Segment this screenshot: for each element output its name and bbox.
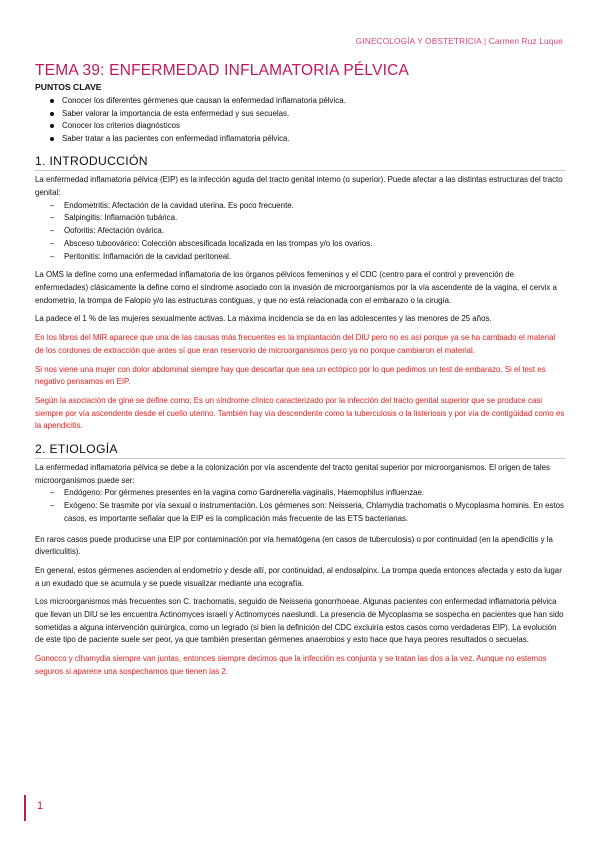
page-title: TEMA 39: ENFERMEDAD INFLAMATORIA PÉLVICA	[35, 62, 410, 79]
red-note: Según la asociación de gine se define como: Es un síndrome clínico caracterizado por la infección del tracto genital superior que se produce casi siempre por vía ascendente desde el cuello uterino. También hay vía descendente como la tuberculosis o la listeriosis y por vía de contigüidad como es la apendicitis.	[35, 395, 565, 431]
page-content	[35, 62, 565, 685]
key-points-list	[35, 95, 565, 145]
list-item: – Peritonitis: Inflamación de la cavidad peritoneal.	[64, 251, 565, 264]
page-number: 1	[37, 800, 44, 812]
key-point-item: Saber valorar la importancia de esta enfermedad y sus secuelas.	[62, 108, 565, 121]
etiology-paragraph: En general, estos gérmenes ascienden al endometrio y desde allí, por continuidad, al endosalpinx. La trompa queda entonces afectada y esto da lugar a un exudado que se acumula y se puede visualizar mediante una ecografía.	[35, 565, 562, 588]
section-heading-etiologia: 2. ETIOLOGÍA	[35, 442, 565, 459]
etiology-paragraph: La enfermedad inflamatoria pélvica se debe a la colonización por vía ascendente del tracto genital superior por microorganismos. El origen de tales microorganismos puede ser:	[35, 463, 550, 485]
list-item: – Endógeno: Por gérmenes presentes en la vagina como Gardnerella vaginalis, Haemophilus influenzae.	[64, 487, 565, 500]
etiology-paragraph: En raros casos puede producirse una EIP por contaminación por vía hematógena (en casos de tuberculosis) o por continuidad (en la apendicitis y la diverticulitis).	[35, 534, 553, 557]
red-note: En los libros del MIR aparece que una de las causas más frecuentes es la implantación del DIU pero no es así porque ya se ha cambiado el material de los cordones de extracción que antes sí que eran reservorio de microorganismos pero ya no porque cambiaron el material.	[35, 333, 556, 355]
list-item: – Ooforitis: Afectación ovárica.	[64, 225, 565, 238]
intro-paragraph: La OMS la define como una enfermedad inflamatoria de los órganos pélvicos femeninos y el CDC (centro para el control y prevención de enfermedades) clásicamente la define como el síndrome asociado con la invasión de microorganismos por la vía ascendente de la vagina, el cervix a endometrio, la trompa de Falopio y/o las estructuras contiguas, y que no está relacionada con el embarazo o la cirugía.	[35, 270, 557, 305]
red-note: Gonocco y clhamydia siempre van juntas, entonces siempre decimos que la infección es conjunta y se tratan las dos a la vez. Aunque no estemos seguros si aparece una sospechamos que tienen las 2.	[35, 654, 547, 676]
key-points-heading: PUNTOS CLAVE	[35, 82, 102, 92]
intro-paragraph: La enfermedad inflamatoria pélvica (EIP) es la infección aguda del tracto genital interno (o superior). Puede afectar a las distintas estructuras del tracto genital:	[35, 175, 563, 198]
etiology-origin-list	[35, 487, 565, 525]
key-point-item: Conocer los diferentes gérmenes que causan la enfermedad inflamatoria pélvica.	[62, 95, 565, 108]
etiology-paragraph: Los microorganismos más frecuentes son C. trachomatis, seguido de Neisseria gonorrhoeae. Algunas pacientes con enfermedad inflamatoria pélvica que llevan un DIU se les encuentra Actinomyces israeli y Actinomyces naeslundi. La presencia de Mycoplasma se sospecha en pacientes que han sido sometidas a alguna intervención quirúrgica, como un legrado (si bien la definición del CDC excluiría estos casos como verdaderas EIP). La evolución de este tipo de paciente suele ser peor, ya que también presentan gérmenes anaerobios y esto hace que haya peores resultados o secuelas.	[35, 597, 564, 645]
intro-paragraph: La padece el 1 % de las mujeres sexualmente activas. La máxima incidencia se da en las adolescentes y las menores de 25 años.	[35, 314, 492, 324]
intro-structures-list	[35, 200, 565, 264]
list-item: – Exógeno: Se trasmite por vía sexual o instrumentación. Los gérmenes son: Neisseria, Chlamydia trachomatis o Mycoplasma hominis. En estos casos, es importante señalar que la EIP es la complicación más frecuente de las ETS bacterianas.	[64, 500, 565, 525]
section-heading-intro: 1. INTRODUCCIÓN	[35, 154, 565, 171]
list-item: – Absceso tuboovárico: Colección abscesificada localizada en las trompas y/o los ovarios.	[64, 238, 565, 251]
list-item: – Endometritis: Afectación de la cavidad uterina. Es poco frecuente.	[64, 200, 565, 213]
running-header: GINECOLOGÍA Y OBSTETRICIA | Carmen Ruz Luque	[355, 37, 563, 46]
footer-accent-bar	[24, 795, 26, 821]
key-point-item: Conocer los criterios diagnósticos	[62, 120, 565, 133]
list-item: – Salpingitis: Inflamación tubárica.	[64, 212, 565, 225]
key-point-item: Saber tratar a las pacientes con enfermedad inflamatoria pélvica.	[62, 133, 565, 146]
red-note: Si nos viene una mujer con dolor abdominal siempre hay que descartar que sea un ectópico por lo que pedimos un test de embarazo. Si el test es negativo pensamos en EIP.	[35, 364, 546, 387]
